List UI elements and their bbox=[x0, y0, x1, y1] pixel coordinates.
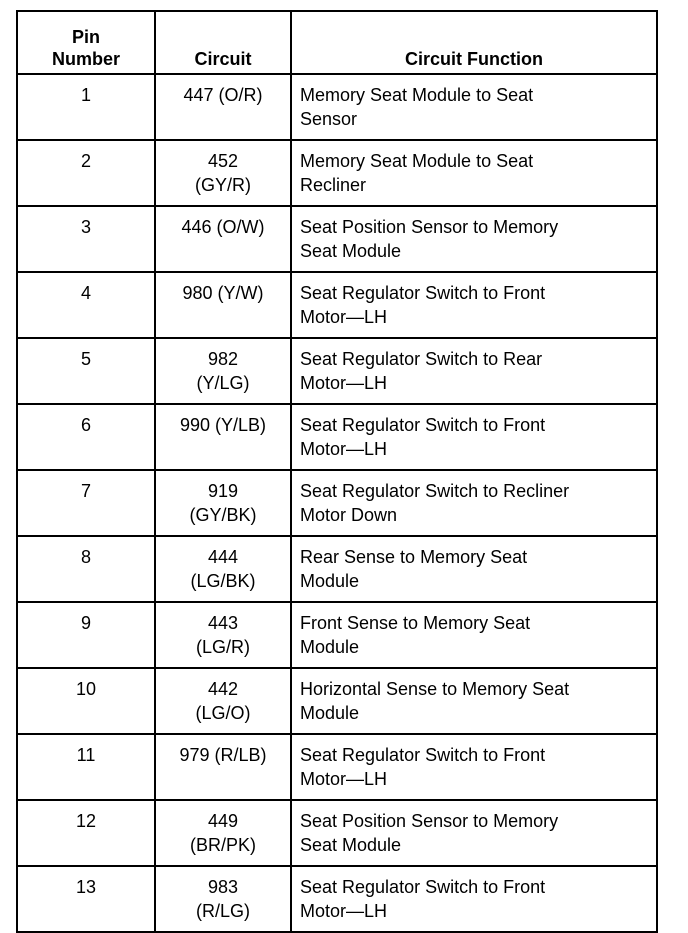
function-line: Seat Regulator Switch to Front bbox=[300, 415, 546, 435]
circuit-line: (LG/O) bbox=[195, 703, 251, 723]
pin-number-cell: 12 bbox=[17, 800, 155, 866]
table-row bbox=[17, 800, 657, 866]
circuit-cell bbox=[155, 206, 291, 272]
pin-number-cell: 5 bbox=[17, 338, 155, 404]
function-line: Seat Module bbox=[300, 835, 402, 855]
function-line: Motor—LH bbox=[300, 769, 388, 789]
function-line: Seat Regulator Switch to Front bbox=[300, 283, 546, 303]
circuit-line: 919 bbox=[207, 481, 239, 501]
circuit-function-cell bbox=[291, 338, 657, 404]
function-line: Seat Regulator Switch to Front bbox=[300, 745, 546, 765]
function-line: Motor—LH bbox=[300, 901, 388, 921]
circuit-line: (GY/R) bbox=[195, 175, 251, 195]
table-row bbox=[17, 338, 657, 404]
circuit-line: (GY/BK) bbox=[189, 505, 257, 525]
circuit-line: 447 (O/R) bbox=[183, 85, 263, 105]
function-line: Seat Regulator Switch to Rear bbox=[300, 349, 543, 369]
circuit-function-cell bbox=[291, 206, 657, 272]
circuit-function-cell bbox=[291, 140, 657, 206]
function-line: Motor—LH bbox=[300, 307, 388, 327]
circuit-line: (R/LG) bbox=[196, 901, 250, 921]
circuit-line: 444 bbox=[207, 547, 239, 567]
function-line: Memory Seat Module to Seat bbox=[300, 151, 534, 171]
function-line: Seat Regulator Switch to Recliner bbox=[300, 481, 570, 501]
circuit-function-cell bbox=[291, 734, 657, 800]
circuit-cell bbox=[155, 536, 291, 602]
circuit-line: 446 (O/W) bbox=[181, 217, 265, 237]
table-row bbox=[17, 404, 657, 470]
table-row bbox=[17, 602, 657, 668]
circuit-function-cell bbox=[291, 74, 657, 140]
function-line: Motor—LH bbox=[300, 439, 388, 459]
pin-number-cell: 9 bbox=[17, 602, 155, 668]
pin-number-cell: 11 bbox=[17, 734, 155, 800]
circuit-function-cell bbox=[291, 272, 657, 338]
table-row bbox=[17, 272, 657, 338]
function-line: Module bbox=[300, 703, 360, 723]
pin-number-cell: 7 bbox=[17, 470, 155, 536]
circuit-cell bbox=[155, 668, 291, 734]
table-row bbox=[17, 206, 657, 272]
circuit-line: 979 (R/LB) bbox=[179, 745, 267, 765]
pin-number-cell: 3 bbox=[17, 206, 155, 272]
circuit-line: 980 (Y/W) bbox=[182, 283, 264, 303]
table-row bbox=[17, 140, 657, 206]
circuit-line: 452 bbox=[207, 151, 239, 171]
header-circuit-function: Circuit Function bbox=[291, 11, 657, 74]
circuit-cell bbox=[155, 470, 291, 536]
circuit-cell bbox=[155, 866, 291, 932]
header-row bbox=[17, 11, 657, 74]
circuit-function-cell bbox=[291, 668, 657, 734]
header-pin-line2: Number bbox=[51, 49, 120, 69]
function-line: Sensor bbox=[300, 109, 358, 129]
circuit-line: 990 (Y/LB) bbox=[179, 415, 267, 435]
circuit-function-cell bbox=[291, 404, 657, 470]
function-line: Front Sense to Memory Seat bbox=[300, 613, 531, 633]
function-line: Horizontal Sense to Memory Seat bbox=[300, 679, 570, 699]
circuit-line: 983 bbox=[207, 877, 239, 897]
pin-circuit-table bbox=[16, 10, 658, 933]
circuit-cell bbox=[155, 338, 291, 404]
circuit-line: (Y/LG) bbox=[196, 373, 250, 393]
circuit-line: 443 bbox=[207, 613, 239, 633]
function-line: Memory Seat Module to Seat bbox=[300, 85, 534, 105]
circuit-function-cell bbox=[291, 866, 657, 932]
header-pin-line1: Pin bbox=[71, 27, 100, 47]
table-row bbox=[17, 536, 657, 602]
circuit-line: (BR/PK) bbox=[189, 835, 256, 855]
function-line: Recliner bbox=[300, 175, 367, 195]
pin-number-cell: 10 bbox=[17, 668, 155, 734]
header-circuit: Circuit bbox=[155, 11, 291, 74]
pin-number-cell: 2 bbox=[17, 140, 155, 206]
table-row bbox=[17, 866, 657, 932]
function-line: Module bbox=[300, 571, 360, 591]
circuit-cell bbox=[155, 272, 291, 338]
function-line: Seat Module bbox=[300, 241, 402, 261]
function-line: Module bbox=[300, 637, 360, 657]
circuit-function-cell bbox=[291, 470, 657, 536]
function-line: Seat Regulator Switch to Front bbox=[300, 877, 546, 897]
circuit-line: 982 bbox=[207, 349, 239, 369]
circuit-cell bbox=[155, 734, 291, 800]
pin-number-cell: 4 bbox=[17, 272, 155, 338]
pin-number-cell: 13 bbox=[17, 866, 155, 932]
circuit-line: 442 bbox=[207, 679, 239, 699]
circuit-cell bbox=[155, 800, 291, 866]
circuit-cell bbox=[155, 602, 291, 668]
function-line: Motor Down bbox=[300, 505, 398, 525]
circuit-line: 449 bbox=[207, 811, 239, 831]
circuit-function-cell bbox=[291, 536, 657, 602]
function-line: Seat Position Sensor to Memory bbox=[300, 811, 559, 831]
table-body bbox=[17, 74, 657, 932]
circuit-line: (LG/BK) bbox=[190, 571, 256, 591]
header-pin-number bbox=[17, 11, 155, 74]
pin-table-wrapper bbox=[16, 10, 656, 921]
function-line: Rear Sense to Memory Seat bbox=[300, 547, 528, 567]
table-row bbox=[17, 470, 657, 536]
function-line: Seat Position Sensor to Memory bbox=[300, 217, 559, 237]
table-row bbox=[17, 668, 657, 734]
table-row bbox=[17, 74, 657, 140]
circuit-function-cell bbox=[291, 800, 657, 866]
function-line: Motor—LH bbox=[300, 373, 388, 393]
pin-number-cell: 1 bbox=[17, 74, 155, 140]
circuit-function-cell bbox=[291, 602, 657, 668]
table-row bbox=[17, 734, 657, 800]
circuit-line: (LG/R) bbox=[196, 637, 250, 657]
pin-number-cell: 8 bbox=[17, 536, 155, 602]
circuit-cell bbox=[155, 74, 291, 140]
circuit-cell bbox=[155, 404, 291, 470]
circuit-cell bbox=[155, 140, 291, 206]
pin-number-cell: 6 bbox=[17, 404, 155, 470]
